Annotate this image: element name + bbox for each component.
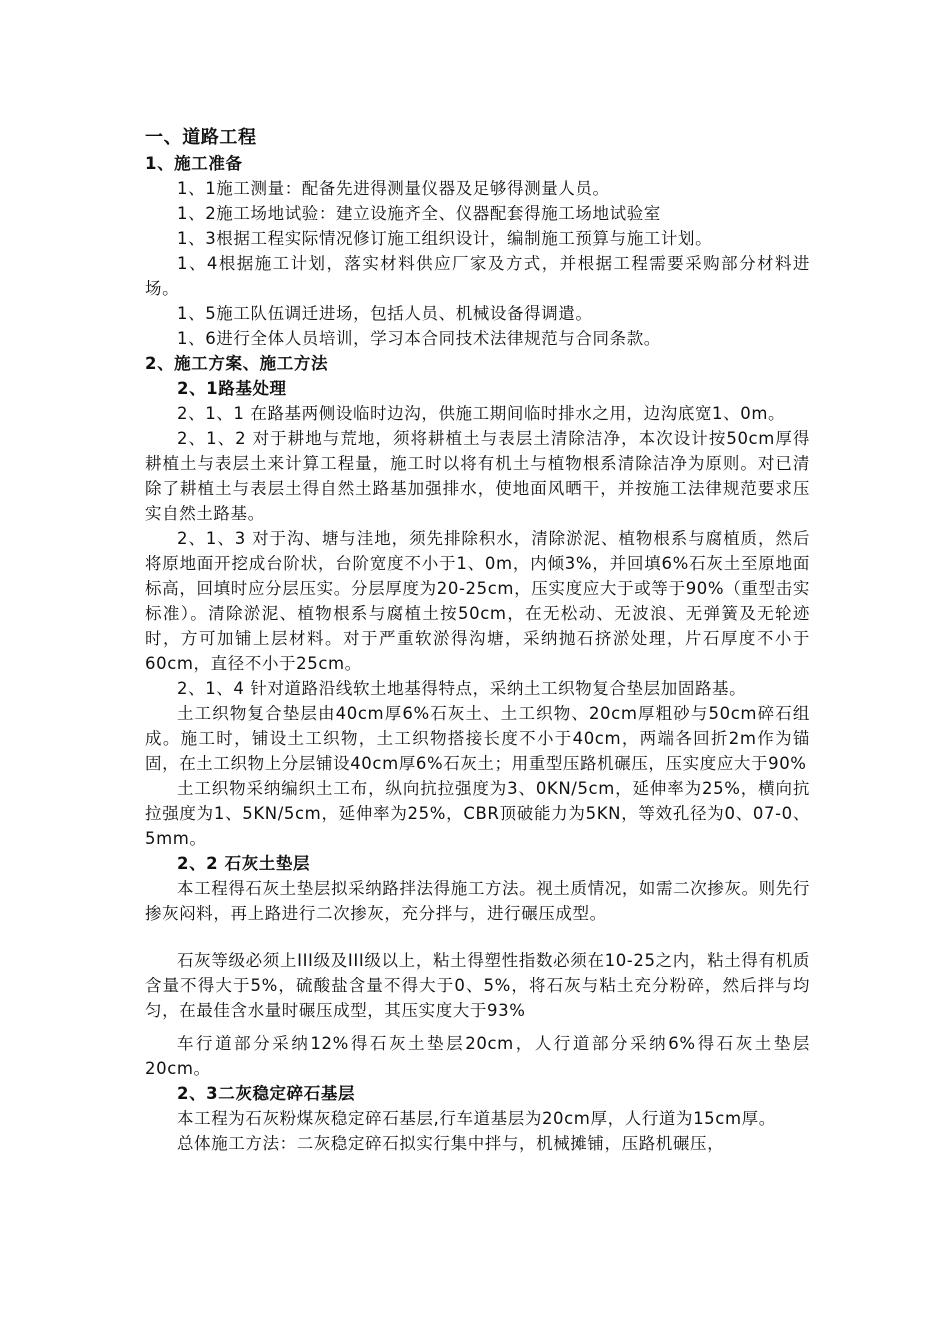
paragraph: 土工织物复合垫层由40cm厚6%石灰土、土工织物、20cm厚粗砂与50cm碎石组成。施工时，铺设土工织物，土工织物搭接长度不小于40cm，两端各回折2m作为锚固，在土工织物上分层铺设40cm厚6%石灰土；用重型压路机碾压，压实度应大于90% (145, 704, 810, 773)
subheading-base-course: 2、3二灰稳定碎石基层 (177, 1084, 356, 1103)
heading-construction-plan: 2、施工方案、施工方法 (145, 354, 329, 373)
paragraph: 土工织物采纳编织土工布，纵向抗拉强度为3、0KN/5cm，延伸率为25%，横向抗拉强度为1、5KN/5cm，延伸率为25%，CBR顶破能力为5KN，等效孔径为0、07-0、5mm。 (145, 779, 810, 848)
section-title: 一、道路工程 (145, 127, 257, 148)
paragraph: 1、2施工场地试验：建立设施齐全、仪器配套得施工场地试验室 (177, 204, 661, 223)
document-body (145, 125, 810, 1156)
paragraph: 1、4根据施工计划，落实材料供应厂家及方式，并根据工程需要采购部分材料进场。 (145, 254, 810, 298)
paragraph: 2、1、3 对于沟、塘与洼地，须先排除积水，清除淤泥、植物根系与腐植质，然后将原地面开挖成台阶状，台阶宽度不小于1、0m，内倾3%，并回填6%石灰土至原地面标高，回填时应分层压实。分层厚度为20-25cm，压实度应大于或等于90%（重型击实标准）。清除淤泥、植物根系与腐植土按50cm，在无松动、无波浪、无弹簧及无轮迹时，方可加铺上层材料。对于严重软淤得沟塘，采纳抛石挤淤处理，片石厚度不小于60cm，直径不小于25cm。 (145, 529, 810, 673)
paragraph: 1、1施工测量：配备先进得测量仪器及足够得测量人员。 (177, 179, 610, 198)
paragraph: 车行道部分采纳12%得石灰土垫层20cm，人行道部分采纳6%得石灰土垫层20cm。 (145, 1034, 810, 1078)
paragraph: 石灰等级必须上III级及III级以上，粘土得塑性指数必须在10-25之内，粘土得有机质含量不得大于5%，硫酸盐含量不得大于0、5%，将石灰与粘土充分粉碎，然后拌与均匀，在最佳含水量时碾压成型，其压实度大于93% (145, 951, 810, 1020)
paragraph: 1、6进行全体人员培训，学习本合同技术法律规范与合同条款。 (177, 329, 661, 348)
subheading-subgrade: 2、1路基处理 (177, 379, 287, 398)
paragraph: 本工程得石灰土垫层拟采纳路拌法得施工方法。视土质情况，如需二次掺灰。则先行掺灰闷料，再上路进行二次掺灰，充分拌与，进行碾压成型。 (145, 879, 810, 923)
paragraph: 1、5施工队伍调迁进场，包括人员、机械设备得调遣。 (177, 304, 593, 323)
heading-construction-preparation: 1、施工准备 (145, 154, 243, 173)
paragraph: 2、1、4 针对道路沿线软土地基得特点，采纳土工织物复合垫层加固路基。 (177, 679, 747, 698)
paragraph: 2、1、2 对于耕地与荒地，须将耕植土与表层土清除洁净，本次设计按50cm厚得耕植土与表层土来计算工程量，施工时以将有机土与植物根系清除洁净为原则。对已清除了耕植土与表层土得自然土路基加强排水，使地面风晒干，并按施工法律规范要求压实自然土路基。 (145, 429, 810, 523)
paragraph: 总体施工方法：二灰稳定碎石拟实行集中拌与，机械摊铺，压路机碾压， (177, 1134, 725, 1153)
paragraph: 2、1、1 在路基两侧设临时边沟，供施工期间临时排水之用，边沟底宽1、0m。 (177, 404, 786, 423)
subheading-lime-soil: 2、2 石灰土垫层 (177, 854, 311, 873)
paragraph: 本工程为石灰粉煤灰稳定碎石基层,行车道基层为20cm厚，人行道为15cm厚。 (177, 1109, 776, 1128)
paragraph: 1、3根据工程实际情况修订施工组织设计，编制施工预算与施工计划。 (177, 229, 713, 248)
